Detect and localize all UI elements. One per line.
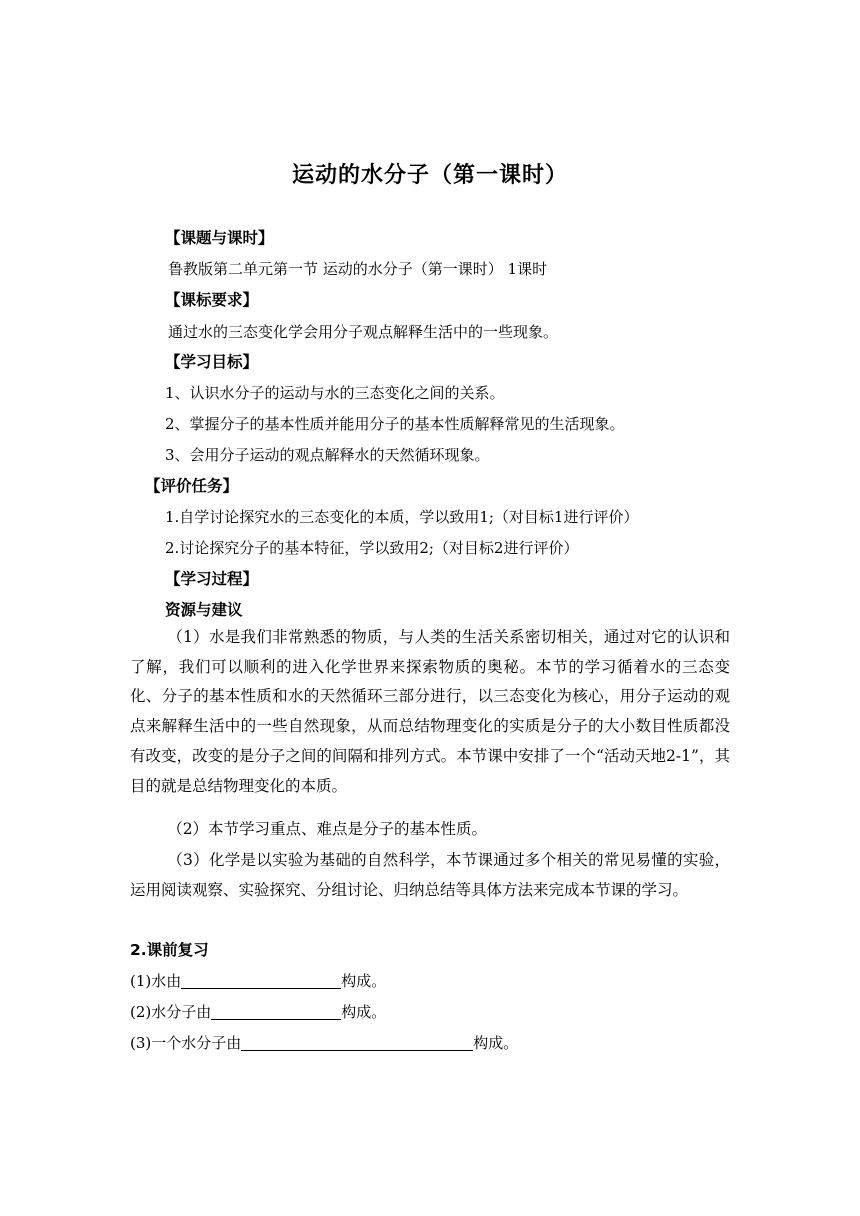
- standard-heading: 【课标要求】: [165, 291, 259, 309]
- fill-blank[interactable]: [181, 972, 341, 989]
- eval-item: 2.讨论探究分子的基本特征，学以致用2;（对目标2进行评价）: [165, 539, 579, 557]
- topic-text: 鲁教版第二单元第一节 运动的水分子（第一课时） 1课时: [168, 260, 548, 278]
- review-item-prefix: (1)水由: [130, 972, 182, 990]
- process-heading: 【学习过程】: [165, 570, 259, 588]
- fill-blank[interactable]: [211, 1003, 341, 1020]
- page-title: 运动的水分子（第一课时）: [291, 163, 568, 188]
- review-item-prefix: (2)水分子由: [130, 1003, 212, 1021]
- standard-text: 通过水的三态变化学会用分子观点解释生活中的一些现象。: [168, 323, 559, 341]
- review-item-prefix: (3)一个水分子由: [130, 1034, 242, 1052]
- review-item: [130, 1002, 386, 1022]
- eval-item: 1.自学讨论探究水的三态变化的本质，学以致用1;（对目标1进行评价）: [165, 508, 639, 526]
- review-item-suffix: 构成。: [341, 972, 387, 990]
- topic-heading: 【课题与课时】: [165, 229, 274, 247]
- paragraph: （1）水是我们非常熟悉的物质，与人类的生活关系密切相关，通过对它的认识和了解，我们可以顺利的进入化学世界来探索物质的奥秘。本节的学习循着水的三态变化、分子的基本性质和水的天然循环三部分进行，以三态变化为核心，用分子运动的观点来解释生活中的一些自然现象，从而总结物理变化的实质是分子的大小数目性质都没有改变，改变的是分子之间的间隔和排列方式。本节课中安排了一个“活动天地2-1”，其目的就是总结物理变化的本质。: [130, 628, 730, 795]
- review-item: [130, 971, 386, 991]
- review-item-suffix: 构成。: [473, 1034, 519, 1052]
- paragraph: （3）化学是以实验为基础的自然科学，本节课通过多个相关的常见易懂的实验，运用阅读观察、实验探究、分组讨论、归纳总结等具体方法来完成本节课的学习。: [130, 851, 730, 899]
- fill-blank[interactable]: [241, 1034, 473, 1051]
- eval-heading: 【评价任务】: [145, 477, 239, 495]
- goals-heading: 【学习目标】: [165, 353, 259, 371]
- goal-item: 3、会用分子运动的观点解释水的天然循环现象。: [165, 446, 490, 464]
- goal-item: 2、掌握分子的基本性质并能用分子的基本性质解释常见的生活现象。: [165, 415, 625, 433]
- goal-item: 1、认识水分子的运动与水的三态变化之间的关系。: [165, 384, 505, 402]
- review-item-suffix: 构成。: [341, 1003, 387, 1021]
- paragraph: （2）本节学习重点、难点是分子的基本性质。: [167, 820, 488, 838]
- resources-heading: 资源与建议: [165, 601, 243, 619]
- review-item: [130, 1033, 518, 1053]
- review-heading: 2.课前复习: [130, 941, 209, 959]
